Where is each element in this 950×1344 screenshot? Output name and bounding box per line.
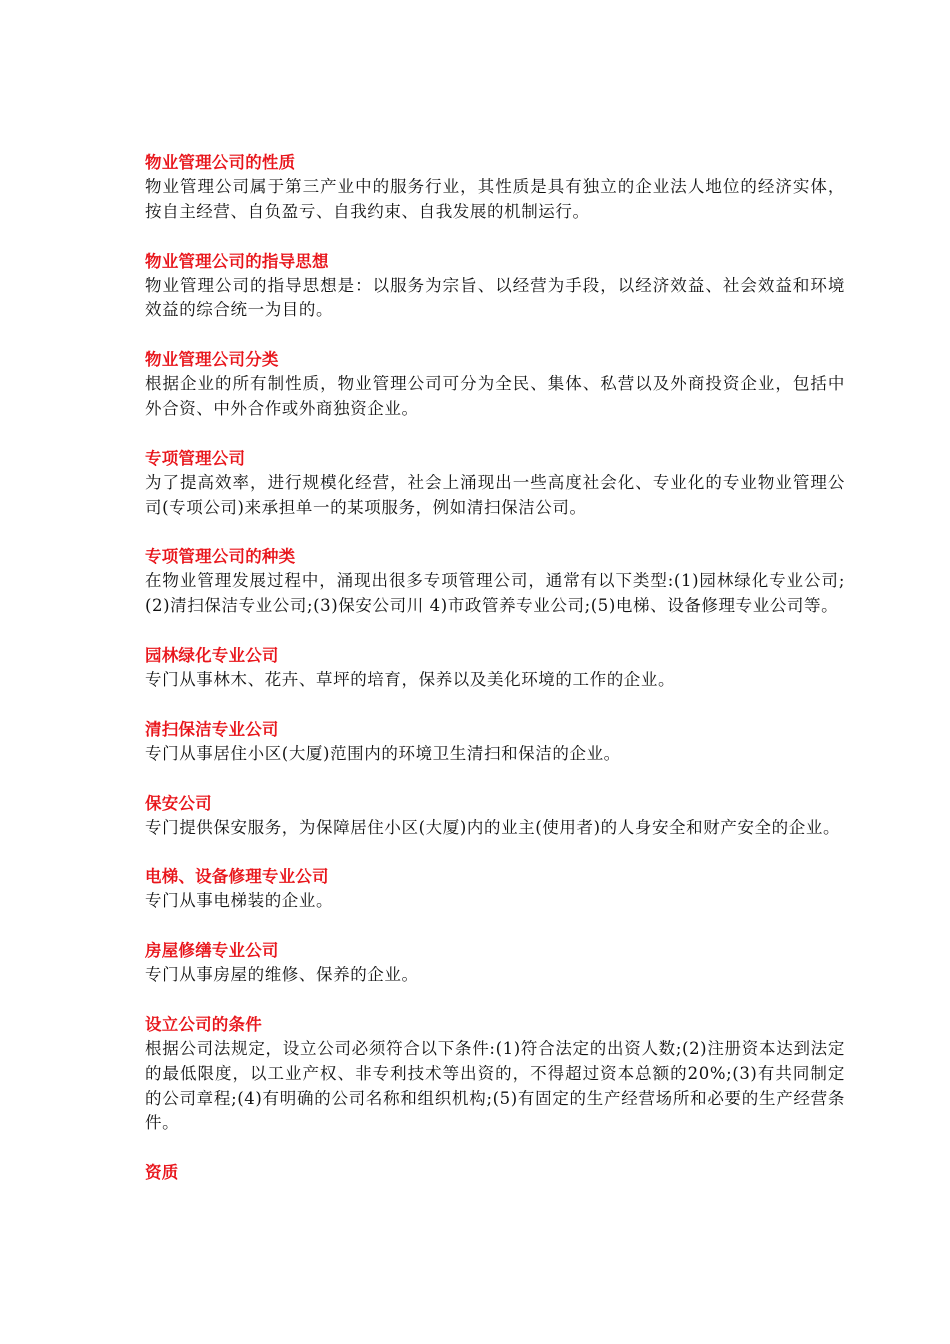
section-paragraph: 在物业管理发展过程中，涌现出很多专项管理公司，通常有以下类型:(1)园林绿化专业公司;(2)清扫保洁专业公司;(3)保安公司川 4)市政管养专业公司;(5)电梯、设备修理专业公司等。 [145, 571, 845, 616]
section-classification [145, 347, 845, 422]
section-establishment-conditions [145, 1012, 845, 1136]
section-paragraph: 专门从事居住小区(大厦)范围内的环境卫生清扫和保洁的企业。 [145, 743, 621, 763]
section-heading: 设立公司的条件 [145, 1014, 262, 1034]
section-heading: 清扫保洁专业公司 [145, 719, 279, 739]
section-nature [145, 150, 845, 225]
section-heading: 物业管理公司分类 [145, 350, 279, 370]
section-landscaping [145, 643, 845, 693]
section-heading: 物业管理公司的指导思想 [145, 251, 329, 271]
section-qualification [145, 1160, 845, 1185]
section-paragraph: 专门从事林木、花卉、草坪的培育，保养以及美化环境的工作的企业。 [145, 669, 676, 689]
section-special-management [145, 446, 845, 521]
section-paragraph: 物业管理公司的指导思想是：以服务为宗旨、以经营为手段，以经济效益、社会效益和环境效益的综合统一为目的。 [145, 275, 845, 320]
section-heading: 专项管理公司的种类 [145, 547, 296, 567]
section-paragraph: 为了提高效率，进行规模化经营，社会上涌现出一些高度社会化、专业化的专业物业管理公司(专项公司)来承担单一的某项服务，例如清扫保洁公司。 [145, 472, 845, 517]
section-paragraph: 专门提供保安服务，为保障居住小区(大厦)内的业主(使用者)的人身安全和财产安全的企业。 [145, 817, 841, 837]
section-cleaning [145, 717, 845, 767]
section-building-repair [145, 938, 845, 988]
section-guiding-principle [145, 249, 845, 324]
section-elevator-repair [145, 864, 845, 914]
section-paragraph: 专门从事房屋的维修、保养的企业。 [145, 965, 419, 985]
section-heading: 园林绿化专业公司 [145, 645, 279, 665]
section-security [145, 791, 845, 841]
section-heading: 专项管理公司 [145, 448, 246, 468]
section-heading: 保安公司 [145, 793, 212, 813]
section-heading: 房屋修缮专业公司 [145, 941, 279, 961]
section-paragraph: 根据公司法规定，设立公司必须符合以下条件:(1)符合法定的出资人数;(2)注册资本达到法定的最低限度，以工业产权、非专利技术等出资的，不得超过资本总额的20%;(3)有共同制定的公司章程;(4)有明确的公司名称和组织机构;(5)有固定的生产经营场所和必要的生产经营条件。 [145, 1038, 845, 1133]
section-heading: 物业管理公司的性质 [145, 153, 296, 172]
section-special-types [145, 544, 845, 619]
section-paragraph: 物业管理公司属于第三产业中的服务行业，其性质是具有独立的企业法人地位的经济实体，按自主经营、自负盈亏、自我约束、自我发展的机制运行。 [145, 177, 845, 221]
section-paragraph: 专门从事电梯装的企业。 [145, 891, 334, 911]
section-heading: 电梯、设备修理专业公司 [145, 867, 329, 887]
section-paragraph: 根据企业的所有制性质，物业管理公司可分为全民、集体、私营以及外商投资企业，包括中外合资、中外合作或外商独资企业。 [145, 374, 845, 418]
document-body [145, 150, 845, 1209]
section-heading: 资质 [145, 1163, 179, 1183]
